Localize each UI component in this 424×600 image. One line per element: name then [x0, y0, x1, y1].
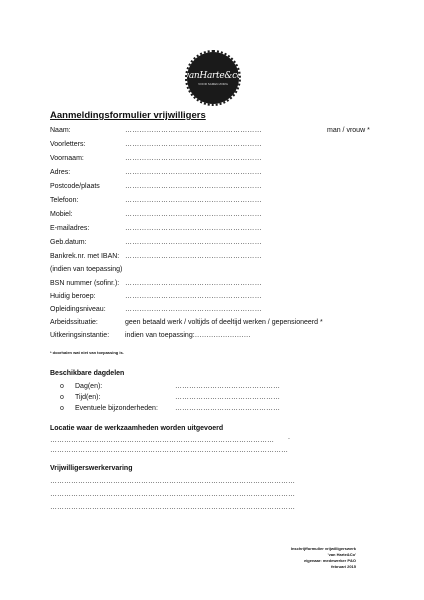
footer-line: eigenaar: medewerker P&O — [303, 558, 356, 563]
bullet-icon: o — [60, 383, 64, 390]
locatie-input-line-2[interactable]: ………………………………………………………………………………………… — [50, 447, 288, 454]
field-label: E-mailadres: — [50, 225, 90, 232]
opleiding-input-line[interactable]: ………………………………………………… — [125, 306, 262, 313]
field-label: Bankrek.nr. met IBAN: — [50, 253, 120, 260]
mobiel-input-line[interactable]: ………………………………………………… — [125, 211, 262, 218]
adres-input-line[interactable]: ………………………………………………… — [125, 169, 262, 176]
email-input-line[interactable]: ………………………………………………… — [125, 225, 262, 232]
field-label: Arbeidssituatie: — [50, 319, 98, 326]
item-label: Eventuele bijzonderheden: — [75, 405, 158, 412]
document-footer — [291, 546, 356, 570]
company-logo — [184, 52, 242, 104]
arbeidssituatie-options[interactable]: geen betaald werk / voltijds of deeltijd werken / gepensioneerd * — [125, 319, 323, 326]
field-label: Naam: — [50, 127, 71, 134]
ervaring-input-line-3[interactable]: …………………………………………………………………………………………… — [50, 504, 295, 511]
field-label: BSN nummer (sofinr.): — [50, 280, 120, 287]
uitkering-input-line[interactable]: indien van toepassing:…………………… — [125, 332, 251, 339]
dagen-input-line[interactable]: ……………………………………… — [175, 383, 280, 390]
bsn-input-line[interactable]: ………………………………………………… — [125, 280, 262, 287]
field-label: Telefoon: — [50, 197, 79, 204]
logo-subtext: VOOR SAMEN ZORG — [198, 81, 228, 86]
form-title: Aanmeldingsformulier vrijwilligers — [50, 110, 206, 121]
telefoon-input-line[interactable]: ………………………………………………… — [125, 197, 262, 204]
gender-option[interactable]: man / vrouw * — [327, 127, 370, 134]
field-label: Voornaam: — [50, 155, 84, 162]
locatie-input-line-1[interactable]: …………………………………………………………………………………… — [50, 437, 274, 444]
footer-line: februari 2015 — [331, 564, 356, 569]
footer-line: 'van Harte&Co' — [327, 552, 356, 557]
field-label: Geb.datum: — [50, 239, 87, 246]
beroep-input-line[interactable]: ………………………………………………… — [125, 293, 262, 300]
bullet-icon: o — [60, 405, 64, 412]
name-input-line[interactable]: ………………………………………………… — [125, 127, 262, 134]
iban-input-line[interactable]: ………………………………………………… — [125, 253, 262, 260]
field-label: Postcode/plaats — [50, 183, 100, 190]
field-label: Mobiel: — [50, 211, 73, 218]
field-label: Opleidingsniveau: — [50, 306, 106, 313]
field-label: Uitkeringsinstantie: — [50, 332, 110, 339]
item-label: Tijd(en): — [75, 394, 101, 401]
logo-text: vanHarte&co — [184, 70, 242, 81]
gebdatum-input-line[interactable]: ………………………………………………… — [125, 239, 262, 246]
tijden-input-line[interactable]: ……………………………………… — [175, 394, 280, 401]
logo-ring — [185, 50, 241, 106]
field-label: Voorletters: — [50, 141, 86, 148]
ervaring-input-line-1[interactable]: …………………………………………………………………………………………… — [50, 478, 295, 485]
ervaring-heading: Vrijwilligerswerkervaring — [50, 465, 133, 472]
bullet-icon: o — [60, 394, 64, 401]
bijzonderheden-input-line[interactable]: ……………………………………… — [175, 405, 280, 412]
dagdelen-heading: Beschikbare dagdelen — [50, 370, 125, 377]
field-label: Adres: — [50, 169, 71, 176]
footnote: * doorhalen wat niet van toepassing is. — [50, 350, 124, 355]
field-label: (indien van toepassing) — [50, 266, 123, 273]
footer-line: Inschrijfformulier vrijwilligerswerk — [290, 546, 356, 551]
ervaring-input-line-2[interactable]: …………………………………………………………………………………………… — [50, 491, 295, 498]
locatie-heading: Locatie waar de werkzaamheden worden uitgevoerd — [50, 425, 224, 432]
field-label: Huidig beroep: — [50, 293, 96, 300]
item-label: Dag(en): — [75, 383, 103, 390]
voorletters-input-line[interactable]: ………………………………………………… — [125, 141, 262, 148]
postcode-input-line[interactable]: ………………………………………………… — [125, 183, 262, 190]
voornaam-input-line[interactable]: ………………………………………………… — [125, 155, 262, 162]
locatie-trailing-dot: . — [288, 434, 290, 441]
